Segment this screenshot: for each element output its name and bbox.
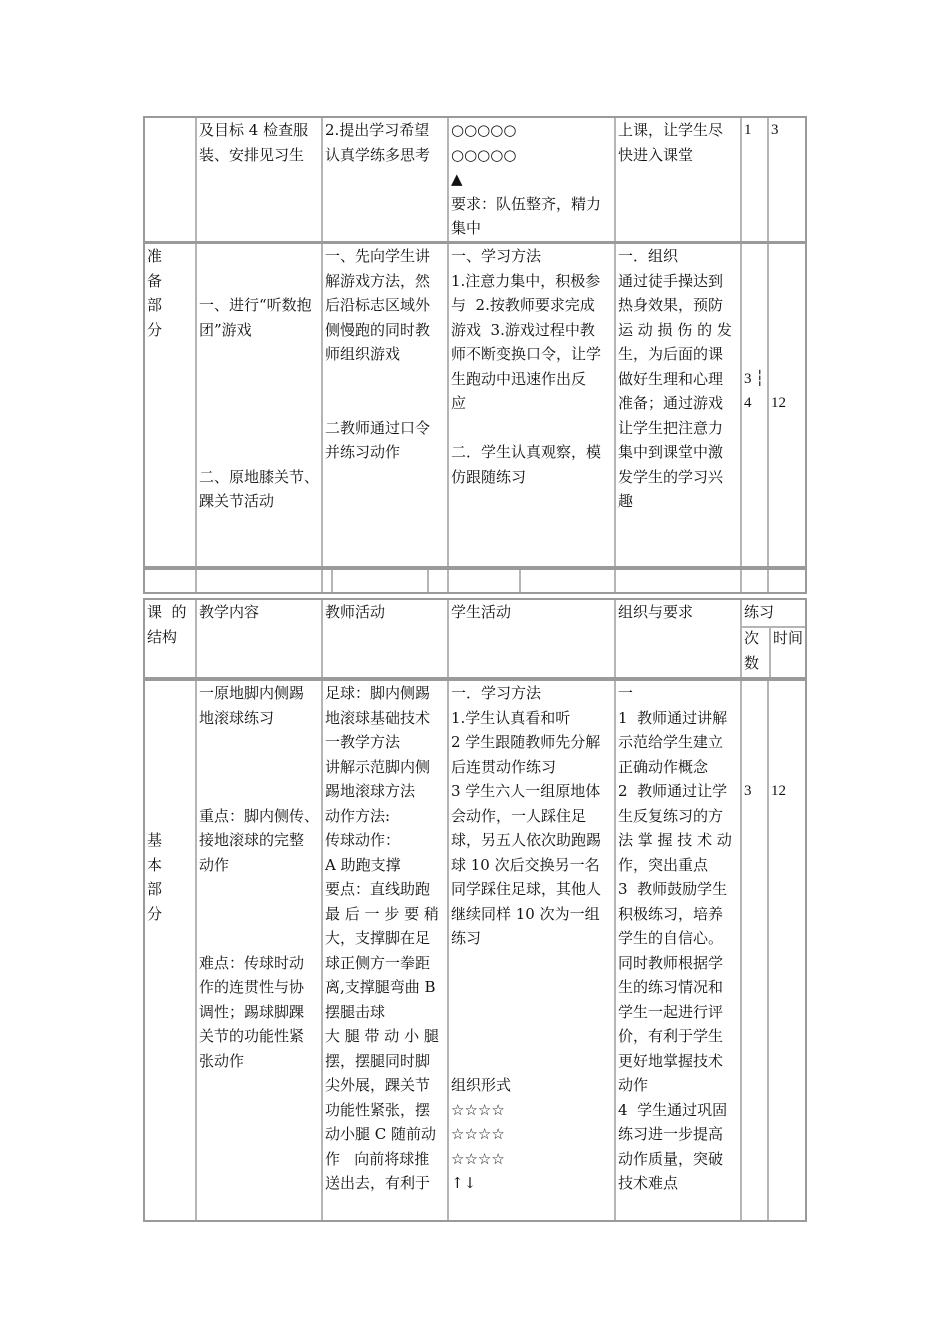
organization-cell: 一．组织 通过徒手操达到 热身效果，预防 运 动 损 伤 的 发 生，为后面的课 做好生理和心理 准备；通过游戏 让学生把注意力 集中到课堂中激 发学生的学习兴 趣 <box>614 244 740 566</box>
structure-cell: 准 备 部 分 <box>147 247 163 339</box>
empty-cell <box>614 570 740 592</box>
header-teacher-activity: 教师活动 <box>321 600 447 677</box>
header-student-activity: 学生活动 <box>447 600 614 677</box>
table-row-opening <box>143 116 807 243</box>
duration-cell: 12 <box>767 244 805 566</box>
table-header <box>143 598 807 679</box>
duration-cell: 12 <box>767 681 805 1220</box>
table-row-empty <box>143 568 807 594</box>
student-activity-cell: 一．学习方法 1.学生认真看和听 2 学生跟随教师先分解 后连贯动作练习 3 学生六人一组原地体 会动作，一人踩住足 球，另五人依次助跑踢 球 10 次后交换另一名 同学踩住足球，其他人 继续同样 10 次为一组 练习 组织形式 ☆☆☆☆ ☆☆☆☆ ☆☆☆☆ ↑↓ <box>447 681 614 1220</box>
teacher-activity-cell: 一、先向学生讲 解游戏方法，然 后沿标志区域外 侧慢跑的同时教 师组织游戏 二教师通过口令 并练习动作 <box>321 244 447 566</box>
times-cell: 3 <box>740 681 767 1220</box>
student-activity-cell: 一、学习方法 1.注意力集中，积极参 与 2.按教师要求完成 游戏 3.游戏过程中教 师不断变换口令，让学 生跑动中迅速作出反 应 二．学生认真观察，模 仿跟随练习 <box>447 244 614 566</box>
structure-cell: 基 本 部 分 <box>147 831 163 923</box>
empty-cell <box>145 570 195 592</box>
cell-divider <box>519 570 521 592</box>
empty-cell <box>767 570 805 592</box>
header-content: 教学内容 <box>195 600 321 677</box>
organization-cell: 上课，让学生尽 快进入课堂 <box>614 118 740 241</box>
structure-cell <box>145 118 195 241</box>
header-practice: 练习 <box>742 600 805 628</box>
times-cell: 1 <box>740 118 767 241</box>
student-activity-cell: ○○○○○ ○○○○○ ▲ 要求：队伍整齐，精力 集中 <box>447 118 614 241</box>
times-cell: 3 ┆ 4 <box>740 244 767 566</box>
organization-cell: 一 1 教师通过讲解 示范给学生建立 正确动作概念 2 教师通过让学 生反复练习的方 法 掌 握 技 术 动 作，突出重点 3 教师鼓励学生 积极练习，培养 学生的自信心。 同时教师根据学 生的练习情况和 学生一起进行评 价，有利于学生 更好地掌握技术 动作 4 学生通过巩固 练习进一步提高 动作质量，突破 技术难点 <box>614 681 740 1220</box>
header-organization: 组织与要求 <box>614 600 740 677</box>
header-practice-group <box>740 600 805 677</box>
empty-cell <box>195 570 321 592</box>
empty-cell <box>447 570 614 592</box>
header-duration: 时间 <box>769 626 805 677</box>
content-cell: 一原地脚内侧踢 地滚球练习 重点：脚内侧传、 接地滚球的完整 动作 难点：传球时动 作的连贯性与协 调性；踢球脚踝 关节的功能性紧 张动作 <box>195 681 321 1220</box>
header-times: 次 数 <box>744 629 760 672</box>
content-cell: 一、进行“听数抱 团”游戏 二、原地膝关节、 踝关节活动 <box>195 244 321 566</box>
header-structure: 课 的 结构 <box>147 603 187 646</box>
cell-divider <box>331 570 333 592</box>
teacher-activity-cell: 2.提出学习希望 认真学练多思考 <box>321 118 447 241</box>
table-row-preparation <box>143 242 807 568</box>
cell-divider <box>427 570 429 592</box>
content-cell: 及目标 4 检查服 装、安排见习生 <box>195 118 321 241</box>
empty-cell <box>321 570 447 592</box>
empty-cell <box>740 570 767 592</box>
table-row-basic <box>143 679 807 1222</box>
teacher-activity-cell: 足球：脚内侧踢 地滚球基础技术 一教学方法 讲解示范脚内侧 踢地滚球方法 动作方法: 传球动作： A 助跑支撑 要点：直线助跑 最 后 一 步 要 稍 大，支撑脚在足 球正侧方一拳距 离,支撑腿弯曲 B 摆腿击球 大 腿 带 动 小 腿 摆，摆腿同时脚 尖外展，踝关节 功能性紧张，摆 动小腿 C 随前动 作 向前将球推 送出去，有利于 <box>321 681 447 1220</box>
duration-cell: 3 <box>767 118 805 241</box>
